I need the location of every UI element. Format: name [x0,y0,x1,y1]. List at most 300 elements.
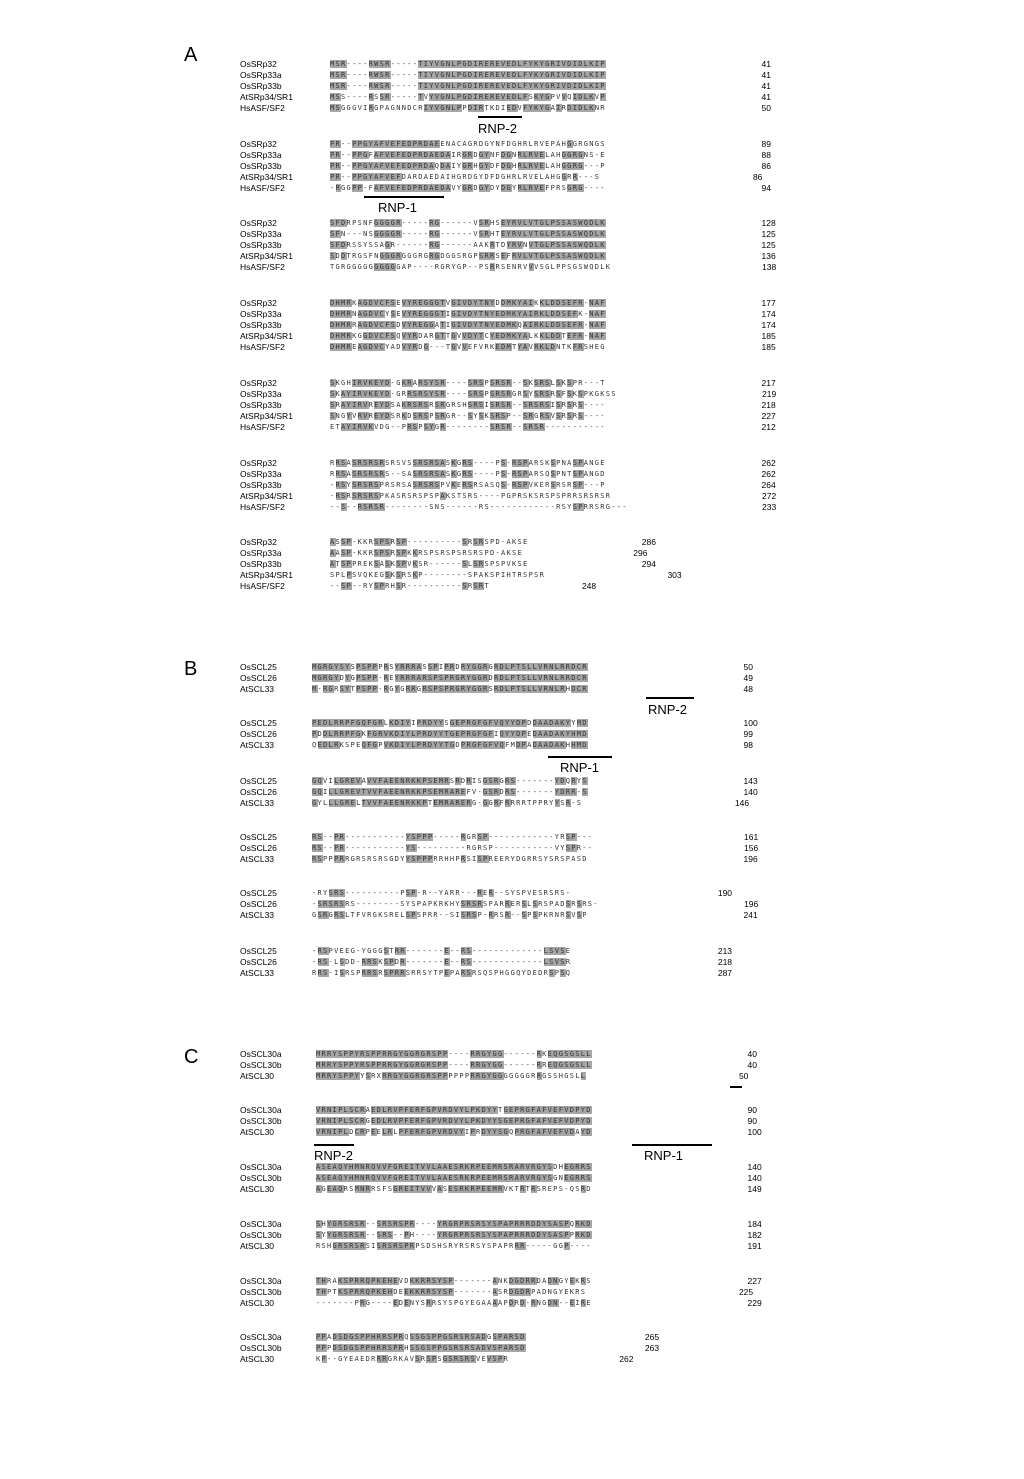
sequence-residues: DHMRNAGDVCYSEVYREGGGTIGIVDYTNYEDMKYAIRKLDDSEFK-NAF [330,310,606,318]
alignment-block [0,1332,1024,1365]
residue-count: 303 [667,570,682,580]
sequence-residues: QEDLRKSPEQFGPVKDIYLPRDYYTGDPRGFGFVQFMDPADAADAKHHMD [312,741,588,749]
sequence-name: AtSCL33 [240,854,275,864]
alignment-block [0,298,1024,353]
residue-count: 140 [743,787,758,797]
sequence-residues: SNGYVRVREYDSRKDSRSPSRGR--SYSKSRSP--SRGRSVSRSRS---- [330,412,606,420]
sequence-residues: SPLPSVQKEGSKSRSKP--------SPAKSPIHTRSPSR [330,571,546,579]
alignment-row [0,59,1024,70]
sequence-residues: RSPPPRRGRSRSRSGDYYSPPPRRHHPRSISPREERYDGRRSYSRSPASD [312,855,588,863]
alignment-row [0,262,1024,273]
sequence-name: OsSRp32 [240,139,277,149]
residue-count: 229 [747,1298,762,1308]
sequence-residues: DHMREAGDVCYADVYRDG---TGVVEFVRKEDMTYAVRKLDNTKFRSHEG [330,343,606,351]
sequence-name: AtSCL30 [240,1354,275,1364]
alignment-row [0,1173,1024,1184]
alignment-row [0,946,1024,957]
alignment-row [0,1162,1024,1173]
alignment-row [0,251,1024,262]
sequence-residues: PR--PPGYAFVEFDARDAEDAIHGRDGYDFDGHRLRVELAHGGRR---S [330,173,601,181]
sequence-name: OsSRp33b [240,320,282,330]
sequence-residues: RS--PR-----------YS---------RGRSP-----------VYSPR-- [312,844,594,852]
motif-rnp2-bar-a [478,116,522,118]
sequence-name: OsSCL25 [240,832,277,842]
sequence-residues: SKGHIRVKEYD-GKRARSYSR----SRSPSRSR--SKSRSLSKSPR---T [330,379,606,387]
alignment-row [0,422,1024,433]
sequence-residues: DHMRKAGDVCFSEVYREGGGTVGIVDYTNYDDMKYAIKKLDDSEFR-NAF [330,299,606,307]
sequence-name: AtSCL33 [240,798,275,808]
alignment-row [0,139,1024,150]
sequence-residues: -RSPVEEG-YGGGSTRR-------E--RS-------------LSVSE [312,947,572,955]
residue-count: 136 [761,251,776,261]
residue-count: 41 [761,81,771,91]
panel-c-label: C [184,1046,199,1068]
sequence-residues: PR--PPGYAFVEFEDPRDAEENACAGRDGYNFDGHRLRVEPAHGGRGNGS [330,140,606,148]
alignment-row [0,718,1024,729]
sequence-name: HsASF/SF2 [240,183,285,193]
motif-rnp2-bar-c-start [730,1086,742,1088]
alignment-row [0,910,1024,921]
sequence-residues: -SRSRSRS--------SYSPAPKRKHYSRSRSPARRERSLSRSPADSRSRS- [312,900,599,908]
residue-count: 217 [761,378,776,388]
alignment-row [0,240,1024,251]
alignment-row [0,469,1024,480]
motif-rnp2-label-a: RNP-2 [478,121,518,136]
sequence-name: OsSRp32 [240,298,277,308]
residue-count: 50 [743,662,753,672]
sequence-residues: THRAKSPRRQPKEHEVDKKRRSYSP-------ANKDGDRRDADNGYEKRS [316,1277,592,1285]
alignment-row [0,411,1024,422]
sequence-residues: PPPDSDGSPPHRRSPRHSSGSPPGSRSRSADVSPARSD [316,1344,526,1352]
alignment-row [0,1049,1024,1060]
sequence-name: OsSCL26 [240,899,277,909]
sequence-residues: SFDRPSNFGGGGR-----RG------VSRHSEYRVLVTGLPSSASWQDLK [330,219,606,227]
sequence-residues: AGEAQRSMNRRSFSGREITVVVASESRKRPEEMRVKTRTRSREPS-QSRD [316,1185,592,1193]
sequence-residues: MSR----RWSR-----TIYVGNLPGDIREREVEDLFYKYGRIVDIDLKIP [330,71,606,79]
sequence-name: HsASF/SF2 [240,422,285,432]
sequence-residues: PR--PPGFAFVEFEDPRDAEDAIRGRDGYNFDGNRLRVELAHGGRGNS-E [330,151,606,159]
alignment-row [0,832,1024,843]
residue-count: 89 [761,139,771,149]
sequence-name: OsSCL26 [240,787,277,797]
alignment-row [0,161,1024,172]
motif-rnp1-label-b: RNP-1 [560,760,600,775]
sequence-residues: SHYGRSRSR--SRSRSPR----YRGRPRSRSYSPAPRRRDDYSASPQRKD [316,1220,592,1228]
sequence-residues: -------PRG----EDENYSRRSYSPGYEGAAAAPDRD-RNGDN--EIRE [316,1299,592,1307]
sequence-residues: M-RGRSYTPSPP-RGYGRRGRSPSPRGRYGGRSRDLPTSLLVRNLRHDCR [312,685,588,693]
residue-count: 146 [734,798,750,808]
residue-count: 264 [761,480,776,490]
residue-count: 40 [747,1060,757,1070]
alignment-row [0,1060,1024,1071]
residue-count: 88 [761,150,771,160]
sequence-residues: SDDTRGSFNGGGRGGGRGRGDGGSRGPSRRSEFRVLVTGLPSSASWQDLK [330,252,606,260]
residue-count: 233 [762,502,777,512]
alignment-row [0,729,1024,740]
sequence-name: OsSCL30a [240,1219,282,1229]
residue-count: 196 [743,854,758,864]
sequence-name: OsSCL30b [240,1060,282,1070]
alignment-row [0,854,1024,865]
alignment-row [0,1298,1024,1309]
residue-count: 191 [747,1241,762,1251]
sequence-name: OsSCL25 [240,946,277,956]
sequence-name: OsSCL30a [240,1332,282,1342]
alignment-row [0,458,1024,469]
sequence-residues: -RSYSRSRSPRSRSASRSRSPVKERSRSASQS-RSPVKERSRSRSP---P [330,481,606,489]
alignment-block [0,378,1024,433]
alignment-block [0,888,1024,921]
alignment-block [0,1162,1024,1195]
residue-count: 174 [761,309,776,319]
residue-count: 125 [761,240,776,250]
alignment-row [0,400,1024,411]
residue-count: 161 [744,832,759,842]
sequence-residues: MSR----RWSR-----TIYVGNLPGDIREREVEDLFYKYGRIVDIDLKIP [330,82,606,90]
motif-rnp1-bar-a [364,196,444,198]
sequence-name: HsASF/SF2 [240,581,285,591]
residue-count: 128 [761,218,776,228]
sequence-residues: MGRGYDYGPSPP-REYRRRARSPSPRGRYGGRDRDLPTSLLVRNLRRDCR [312,674,588,682]
sequence-name: AtSRp34/SR1 [240,570,293,580]
sequence-residues: MRRYSPPYRSPPRRGYGGRGRSPP----RRGYGG------RREQGSGSLL [316,1061,592,1069]
alignment-row [0,1354,1024,1365]
residue-count: 50 [738,1071,749,1081]
sequence-name: AtSRp34/SR1 [240,491,293,501]
alignment-row [0,1332,1024,1343]
sequence-name: OsSRp33a [240,389,282,399]
alignment-block [0,139,1024,194]
alignment-row [0,1116,1024,1127]
sequence-residues: VRNIPLSCRGEDLRVPFERFGPVRDVYLPKDYYSGEPRGFAFVEFVDPYD [316,1117,592,1125]
sequence-name: OsSCL25 [240,718,277,728]
sequence-residues: -RGGPP-FAFVEFEDPRDAEDAVYGRDGYDYDGYRLRVEFPRSGRG---- [330,184,606,192]
sequence-name: OsSCL26 [240,957,277,967]
alignment-block [0,662,1024,695]
alignment-row [0,1219,1024,1230]
residue-count: 48 [743,684,753,694]
sequence-name: OsSRp33a [240,309,282,319]
sequence-name: OsSCL26 [240,843,277,853]
sequence-residues: GQILLGREVTVVFAEENRKKPSEMRAREFV-GSRDRS-------YDRR-S [312,788,588,796]
residue-count: 86 [761,161,771,171]
residue-count: 156 [744,843,759,853]
sequence-residues: PR--PPGYAFVEFEDPRDAQDAIYGRHGYDFDGHRLRVELAHGGRG---P [330,162,606,170]
sequence-name: AtSRp34/SR1 [240,411,293,421]
motif-rnp1-bar-b [548,756,612,758]
residue-count: 227 [747,1276,762,1286]
sequence-residues: ASEAQYHMNRQVVFGREITVVLAAESRKRPEEMRSRARVRGYSDHEGRRS [316,1163,592,1171]
sequence-name: OsSRp32 [240,458,277,468]
sequence-name: AtSCL30 [240,1298,275,1308]
sequence-residues: SYYGRSRSR--SRS--PH----YRGRPRSRSYSPAPRRRDDYSASPPRKD [316,1231,592,1239]
sequence-residues: AASP-KKRSPSRSPKKRSPSRSPSRSRSPD-AKSE [330,549,524,557]
sequence-residues: ASEAQYHMNRQVVFGREITVVLAAESRKRPEEMRSRARVRGYSGNEGRRS [316,1174,592,1182]
alignment-block [0,832,1024,865]
sequence-name: AtSCL33 [240,740,275,750]
residue-count: 286 [641,537,656,547]
alignment-row [0,843,1024,854]
sequence-residues: GSRGRSLTFVRGKSRELSPSPRR--SISRSP-RRSR--SPSPKRNRSVSP [312,911,588,919]
residue-count: 49 [743,673,753,683]
sequence-residues: DHMRRAGDVCFSDVYREGGATIGIVDYTNYEDMKQAIRKLDDSEFR-NAF [330,321,606,329]
alignment-block [0,218,1024,273]
residue-count: 182 [747,1230,762,1240]
motif-rnp2-bar-c [314,1144,354,1146]
sequence-residues: SFN---NSGGGGR-----RG------VSRHTEYRVLVTGLPSSASWQDLK [330,230,606,238]
residue-count: 219 [762,389,777,399]
residue-count: 262 [761,458,776,468]
alignment-block [0,458,1024,513]
alignment-row [0,92,1024,103]
alignment-row [0,570,1024,581]
alignment-row [0,740,1024,751]
sequence-name: AtSCL30 [240,1071,275,1081]
sequence-name: AtSCL33 [240,910,275,920]
sequence-residues: SKAYIRVKEYD-GRRSRSYSR----SRSPSRSRGRSYSRSRSFSKSPKGKSS [330,390,617,398]
sequence-name: OsSCL30b [240,1287,282,1297]
sequence-name: OsSRp33b [240,400,282,410]
residue-count: 272 [762,491,777,501]
residue-count: 90 [747,1105,757,1115]
alignment-row [0,218,1024,229]
residue-count: 100 [747,1127,762,1137]
alignment-row [0,103,1024,114]
sequence-residues: RRSASRSRSRS--SASRSRSASKGRS----PS-RSPARSQSPNTSPANGD [330,470,606,478]
sequence-name: OsSRp33b [240,559,282,569]
panel-b-label: B [184,658,198,680]
alignment-block [0,776,1024,809]
sequence-name: OsSCL30a [240,1162,282,1172]
sequence-residues: PEDLRRPFGQFGRLKDIYIPRDYYSGEPRGFGFVQYYDPDDAADAKYYMD [312,719,588,727]
alignment-block [0,59,1024,114]
sequence-name: OsSRp33a [240,229,282,239]
alignment-row [0,798,1024,809]
sequence-name: OsSRp33b [240,240,282,250]
residue-count: 41 [761,59,771,69]
alignment-row [0,1105,1024,1116]
residue-count: 262 [761,469,776,479]
alignment-block [0,1105,1024,1138]
sequence-name: OsSRp33a [240,70,282,80]
residue-count: 174 [761,320,776,330]
residue-count: 241 [743,910,758,920]
alignment-row [0,559,1024,570]
sequence-name: OsSRp33a [240,469,282,479]
alignment-row [0,888,1024,899]
motif-rnp2-bar-b [646,697,694,699]
sequence-residues: RRSASRSRSRSRSVSSRSRSASKGRS----PS-RSPARSKSPNASPANGE [330,459,606,467]
sequence-residues: -RYSRS----------PSP-R--YARR---RER--SYSPVESRSRS- [312,889,572,897]
alignment-row [0,309,1024,320]
residue-count: 212 [761,422,776,432]
sequence-residues: VRNIPLDCRPEELRLPFERFGPVRDVYIPRDYYSGQPRGFAFVEFVDAYD [316,1128,592,1136]
residue-count: 41 [761,70,771,80]
residue-count: 263 [644,1343,660,1353]
sequence-residues: MSR----RWSR-----TIYVGNLPGDIREREVEDLFYKYGRIVDIDLKIP [330,60,606,68]
sequence-name: HsASF/SF2 [240,262,285,272]
sequence-residues: VRNIPLSCRAEDLRVPFERFGPVRDVYLPKDYYTGEPRGFAFVEFVDPYD [316,1106,592,1114]
sequence-residues: ETAYIRVKVDG--PRSPSYGR--------SRSR--SRSR----------- [330,423,606,431]
residue-count: 177 [761,298,776,308]
sequence-name: OsSCL30a [240,1105,282,1115]
sequence-residues: SFDRSSYSSAGR------RG------AAKRTDYRVNVTGLPSSASWQDLK [330,241,606,249]
sequence-name: AtSCL30 [240,1241,275,1251]
sequence-residues: PPADSDGSPPHRRSPRQSSGSPPGSRSRSADGSPARSD [316,1333,526,1341]
alignment-block [0,718,1024,751]
residue-count: 227 [761,411,776,421]
sequence-residues: GYLLLGRELTVVFAEENRKKPTEMRARERG-GGRFRRRRTPPRYYSR-S [312,799,583,807]
alignment-row [0,787,1024,798]
residue-count: 225 [738,1287,754,1297]
sequence-residues: RS--PR-----------YSPPP-----RGRSP------------YRSP--- [312,833,594,841]
sequence-name: HsASF/SF2 [240,103,285,113]
alignment-row [0,378,1024,389]
residue-count: 294 [641,559,656,569]
residue-count: 185 [761,342,776,352]
sequence-residues: MSGGGVIRGPAGNNDCRIYVGNLPPDIRTKDIEDVFYKYGAIRDIDLKNR [330,104,606,112]
alignment-row [0,1184,1024,1195]
residue-count: 196 [744,899,759,909]
sequence-name: OsSRp33b [240,161,282,171]
alignment-row [0,662,1024,673]
residue-count: 265 [644,1332,660,1342]
residue-count: 262 [619,1354,634,1364]
sequence-name: OsSRp32 [240,537,277,547]
sequence-residues: ATSPPREKSASKSPVKSR------SLSRSPSPVKSE [330,560,529,568]
residue-count: 287 [717,968,733,978]
sequence-name: OsSCL30b [240,1230,282,1240]
alignment-row [0,548,1024,559]
residue-count: 94 [761,183,771,193]
sequence-residues: TGRGGGGGGGGGGAP----RGRYGP--PSRRSENRVVVSGLPPSGSWQDLK [330,263,612,271]
sequence-name: HsASF/SF2 [240,342,285,352]
residue-count: 41 [761,92,771,102]
alignment-row [0,298,1024,309]
residue-count: 138 [762,262,777,272]
sequence-residues: MSS----RSSR-----TVYVGNLPGDIREREVEDLFSKYGPVVQIDLKVP [330,93,606,101]
alignment-row [0,1241,1024,1252]
sequence-residues: GQVILGREVAVVFAEENRKKPSEMRSRDRISGSRGRS-------YDQRYS [312,777,588,785]
residue-count: 100 [743,718,758,728]
sequence-name: AtSCL30 [240,1184,275,1194]
alignment-block [0,1049,1024,1082]
residue-count: 40 [747,1049,757,1059]
sequence-name: OsSCL25 [240,662,277,672]
sequence-residues: RSHGRSRSRSISRSRSPRPSDSHSRYRSRSYSPAPRRR-----GGP---- [316,1242,592,1250]
residue-count: 86 [752,172,763,182]
residue-count: 213 [717,946,733,956]
sequence-residues: ASSP-KKRSPSRSP----------SRSRSPD-AKSE [330,538,529,546]
sequence-name: HsASF/SF2 [240,502,285,512]
sequence-name: OsSCL30b [240,1116,282,1126]
residue-count: 140 [747,1162,762,1172]
alignment-row [0,150,1024,161]
sequence-name: AtSRp34/SR1 [240,251,293,261]
alignment-row [0,502,1024,513]
sequence-residues: DHMRKGGDVCFSQVYRDARGTTGVVDYTCYEDMKYALKKLDDTEFR-NAF [330,332,606,340]
sequence-name: OsSRp32 [240,218,277,228]
sequence-residues: --SP--RYSPRHSR----------SRSRT [330,582,490,590]
alignment-row [0,491,1024,502]
sequence-residues: SRAYIRVREYDSAKRSRSRSRGRSHSRSISRSR--SRSRSISRSRS---- [330,401,606,409]
sequence-name: OsSRp32 [240,59,277,69]
sequence-name: AtSRp34/SR1 [240,92,293,102]
residue-count: 184 [747,1219,762,1229]
sequence-name: OsSCL30a [240,1276,282,1286]
residue-count: 185 [761,331,776,341]
sequence-residues: --S--RSRSR--------SNS------RS------------RSYSPRRSRG--- [330,503,628,511]
residue-count: 190 [717,888,733,898]
sequence-name: AtSCL33 [240,968,275,978]
residue-count: 98 [743,740,753,750]
alignment-row [0,389,1024,400]
alignment-row [0,1276,1024,1287]
sequence-residues: -RS-LSDD-RRSKSPDR-------E--RS-------------LSVSR [312,958,572,966]
motif-rnp2-label-b: RNP-2 [648,702,688,717]
alignment-row [0,1127,1024,1138]
alignment-block [0,1219,1024,1252]
panel-a-label: A [184,44,198,66]
motif-rnp1-label-a: RNP-1 [378,200,418,215]
alignment-row [0,331,1024,342]
residue-count: 99 [743,729,753,739]
alignment-row [0,1230,1024,1241]
alignment-row [0,1343,1024,1354]
sequence-name: OsSCL26 [240,729,277,739]
sequence-name: AtSCL33 [240,684,275,694]
sequence-residues: MRRYSPPYYSRXRRGYGGRGRSPPPPPPRRGYGGGGGGGRRGSSHGSLL [316,1072,587,1080]
alignment-block [0,946,1024,979]
sequence-residues: -RSRSRSRSPKASRSRSPSPAKSTSRS----PGPRSKSRSPSPRRSRSRSR [330,492,612,500]
alignment-row [0,480,1024,491]
alignment-row [0,957,1024,968]
sequence-name: AtSRp34/SR1 [240,172,293,182]
alignment-row [0,673,1024,684]
sequence-name: OsSCL30a [240,1049,282,1059]
residue-count: 90 [747,1116,757,1126]
alignment-row [0,81,1024,92]
sequence-name: OsSRp33a [240,150,282,160]
alignment-row [0,899,1024,910]
sequence-residues: RRS-ISRSPRRSRSPRRSRRSYTPEPARSRSQSPHGGQYDEDRSPSQ [312,969,572,977]
alignment-row [0,320,1024,331]
sequence-residues: PDDLRRPFGKFGRVKDIYLPRDYYTGEPRGFGFIQYYDPEDAADAKYHMD [312,730,588,738]
sequence-name: OsSCL30b [240,1173,282,1183]
residue-count: 140 [747,1173,762,1183]
alignment-block [0,537,1024,592]
motif-rnp2-label-c: RNP-2 [314,1148,354,1163]
residue-count: 125 [761,229,776,239]
sequence-name: OsSCL30b [240,1343,282,1353]
alignment-row [0,1071,1024,1082]
sequence-name: OsSRp32 [240,378,277,388]
residue-count: 143 [743,776,758,786]
sequence-name: OsSCL25 [240,888,277,898]
alignment-row [0,70,1024,81]
alignment-row [0,581,1024,592]
alignment-row [0,537,1024,548]
alignment-row [0,1287,1024,1298]
motif-rnp1-bar-c [632,1144,712,1146]
sequence-name: AtSCL30 [240,1127,275,1137]
residue-count: 218 [761,400,776,410]
sequence-name: OsSRp33a [240,548,282,558]
residue-count: 218 [717,957,733,967]
alignment-row [0,183,1024,194]
sequence-name: OsSCL26 [240,673,277,683]
sequence-residues: THPTKSPRRQPKEHDEEKKRRSYSP-------ASRDGDRPADNGYEKRS [316,1288,587,1296]
